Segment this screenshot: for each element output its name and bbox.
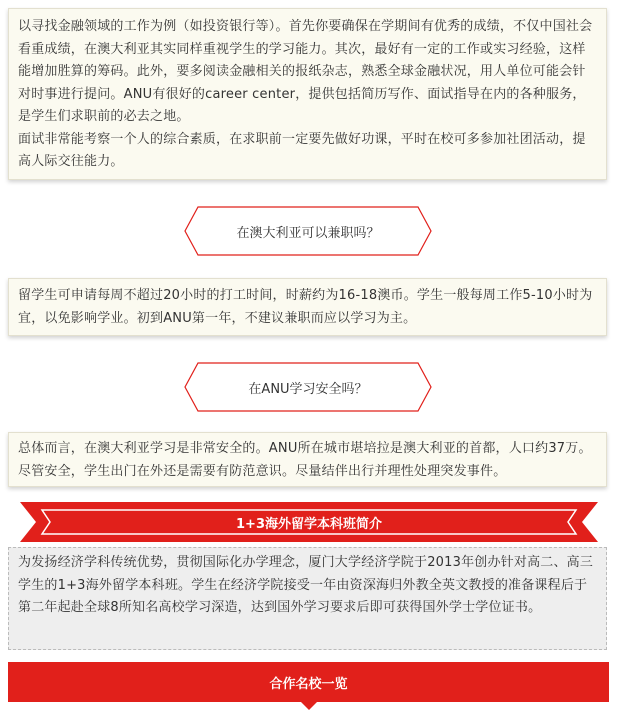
partner-schools-title: 合作名校一览 <box>269 676 348 692</box>
career-advice-paragraph-2: 面试非常能考察一个人的综合素质，在求职前一定要先做好功课，平时在校可多参加社团活动，提高人际交往能力。 <box>18 131 586 169</box>
partner-schools-bar <box>8 662 609 702</box>
program-intro-banner <box>20 500 598 544</box>
question-part-time-box <box>184 206 432 256</box>
program-intro-title: 1+3海外留学本科班简介 <box>236 516 382 532</box>
career-advice-paragraph-1: 以寻找金融领域的工作为例（如投资银行等）。首先你要确保在学期间有优秀的成绩，不仅中国社会看重成绩，在澳大利亚其实同样重视学生的学习能力。其次，最好有一定的工作或实习经验，这样能增加胜算的筹码。此外，要多阅读金融相关的报纸杂志，熟悉全球金融状况，用人单位可能会针对时事进行提问。ANU有很好的career center，提供包括简历写作、面试指导在内的各种服务，是学生们求职前的必去之地。 <box>18 19 593 124</box>
program-intro-text: 为发扬经济学科传统优势，贯彻国际化办学理念，厦门大学经济学院于2013年创办针对高二、高三学生的1+3海外留学本科班。学生在经济学院接受一年由资深海归外教全英文教授的准备课程后于第二年起赴全球8所知名高校学习深造，达到国外学习要求后即可获得国外学士学位证书。 <box>18 555 594 615</box>
question-safety-box <box>184 362 432 412</box>
question-safety: 在ANU学习安全吗？ <box>248 381 368 397</box>
part-time-answer-text: 留学生可申请每周不超过20小时的打工时间，时薪约为16-18澳币。学生一般每周工作5-10小时为宜，以免影响学业。初到ANU第一年，不建议兼职而应以学习为主。 <box>18 288 593 326</box>
part-time-answer-card <box>8 278 607 336</box>
safety-answer-card <box>8 432 607 487</box>
question-part-time: 在澳大利亚可以兼职吗？ <box>236 225 380 241</box>
program-intro-card <box>8 547 607 650</box>
career-advice-card <box>8 8 607 180</box>
down-arrow-icon <box>301 702 317 710</box>
safety-answer-text: 总体而言，在澳大利亚学习是非常安全的。ANU所在城市堪培拉是澳大利亚的首都，人口约37万。尽管安全，学生出门在外还是需要有防范意识。尽量结伴出行并理性处理突发事件。 <box>18 441 592 479</box>
